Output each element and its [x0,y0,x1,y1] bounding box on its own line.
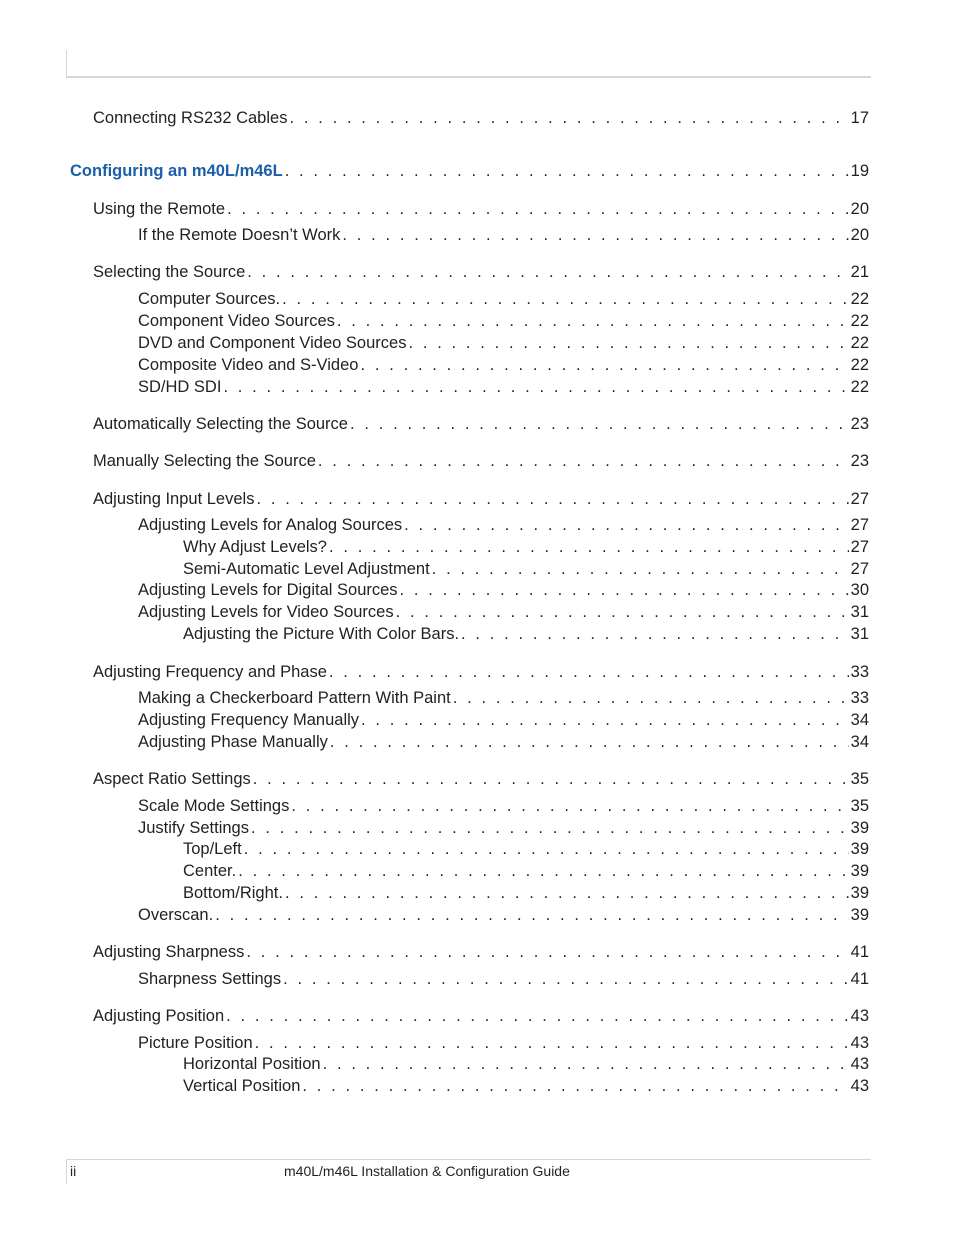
toc-entry-title: Adjusting Levels for Digital Sources [138,581,398,599]
toc-entry-page: 34 [850,711,869,729]
toc-entry[interactable] [183,860,869,882]
toc-entry-title: Justify Settings [138,819,249,837]
dot-leader [223,376,848,398]
toc-entry-title: Sharpness Settings [138,970,282,988]
toc-entry-page: 39 [850,840,869,858]
toc-entry-title: Adjusting Sharpness [93,943,245,961]
toc-entry[interactable] [138,288,869,310]
toc-entry[interactable] [138,731,869,753]
toc-entry-title: If the Remote Doesn’t Work [138,226,341,244]
dot-leader [215,904,848,926]
toc-entry-page: 27 [850,538,869,556]
toc-entry-title: Picture Position [138,1034,253,1052]
toc-chapter-entry[interactable] [70,160,869,182]
toc-entry-page: 27 [850,516,869,534]
toc-entry-title: Configuring an m40L/m46L [70,162,283,180]
toc-entry[interactable] [138,601,869,623]
dot-leader [360,354,848,376]
toc-entry[interactable] [138,904,869,926]
toc-entry-title: Overscan. [138,906,214,924]
dot-leader [282,288,848,310]
toc-entry-page: 31 [850,603,869,621]
dot-leader [337,310,849,332]
dot-leader [253,768,849,790]
toc-entry-title: Automatically Selecting the Source [93,415,348,433]
toc-entry[interactable] [183,1053,869,1075]
toc-entry-page: 34 [850,733,869,751]
toc-entry[interactable] [93,107,869,129]
toc-entry-page: 43 [850,1055,869,1073]
toc-entry[interactable] [183,558,869,580]
toc-entry-page: 23 [850,415,869,433]
toc-entry-title: Adjusting Input Levels [93,490,255,508]
toc-entry-page: 22 [850,290,869,308]
dot-leader [408,332,848,354]
toc-entry-title: Adjusting Phase Manually [138,733,328,751]
toc-entry[interactable] [138,376,869,398]
toc-entry[interactable] [183,623,869,645]
toc-entry-title: Composite Video and S-Video [138,356,359,374]
toc-entry-page: 19 [850,162,869,180]
toc-entry-title: Adjusting Levels for Analog Sources [138,516,403,534]
toc-entry-page: 39 [850,906,869,924]
toc-entry[interactable] [138,795,869,817]
toc-entry-page: 17 [850,109,869,127]
dot-leader [329,536,849,558]
toc-entry[interactable] [138,817,869,839]
toc-entry-page: 35 [850,797,869,815]
toc-entry[interactable] [183,1075,869,1097]
toc-entry-title: Center. [183,862,237,880]
footer-guide-title: m40L/m46L Installation & Configuration Guide [284,1163,570,1179]
toc-entry-page: 31 [850,625,869,643]
dot-leader [289,107,848,129]
dot-leader [255,1032,849,1054]
toc-entry-title: Making a Checkerboard Pattern With Paint [138,689,451,707]
toc-entry-page: 43 [850,1034,869,1052]
toc-entry[interactable] [138,354,869,376]
header-rule [66,76,871,78]
toc-entry[interactable] [138,579,869,601]
toc-entry[interactable] [93,768,869,790]
toc-entry-page: 43 [850,1007,869,1025]
toc-entry-page: 35 [850,770,869,788]
footer-page-number: ii [70,1163,77,1179]
toc-entry-title: Why Adjust Levels? [183,538,327,556]
dot-leader [396,601,849,623]
dot-leader [251,817,849,839]
footer-margin-rule [66,1159,67,1184]
toc-entry[interactable] [138,968,869,990]
dot-leader [350,413,849,435]
toc-entry[interactable] [138,1032,869,1054]
toc-entry-page: 23 [850,452,869,470]
toc-entry[interactable] [138,224,869,246]
toc-entry-title: Selecting the Source [93,263,246,281]
toc-entry-page: 22 [850,334,869,352]
dot-leader [285,160,849,182]
toc-entry-title: SD/HD SDI [138,378,222,396]
toc-entry-title: Aspect Ratio Settings [93,770,251,788]
toc-entry-title: Horizontal Position [183,1055,321,1073]
toc-entry[interactable] [93,261,869,283]
toc-entry[interactable] [93,661,869,683]
toc-entry-title: Using the Remote [93,200,226,218]
toc-entry[interactable] [183,882,869,904]
toc-entry-title: Connecting RS232 Cables [93,109,288,127]
dot-leader [323,1053,849,1075]
footer-rule [66,1159,871,1160]
toc-entry-title: Manually Selecting the Source [93,452,316,470]
toc-entry-page: 22 [850,312,869,330]
toc-entry-page: 41 [850,943,869,961]
toc-entry-page: 20 [850,200,869,218]
toc-entry-title: Component Video Sources [138,312,335,330]
toc-entry[interactable] [138,310,869,332]
dot-leader [342,224,848,246]
toc-entry-page: 21 [850,263,869,281]
dot-leader [329,661,849,683]
dot-leader [283,968,849,990]
dot-leader [461,623,849,645]
toc-entry-title: Vertical Position [183,1077,301,1095]
toc-entry-title: Adjusting Levels for Video Sources [138,603,394,621]
toc-entry[interactable] [93,198,869,220]
dot-leader [432,558,849,580]
toc-entry-title: Adjusting Frequency Manually [138,711,360,729]
toc-entry[interactable] [138,709,869,731]
toc-entry-title: Bottom/Right. [183,884,283,902]
toc-entry-page: 22 [850,378,869,396]
toc-entry-title: Computer Sources. [138,290,281,308]
toc-entry-page: 39 [850,862,869,880]
toc-entry-page: 27 [850,560,869,578]
toc-entry[interactable] [183,536,869,558]
dot-leader [246,941,848,963]
toc-entry-title: Top/Left [183,840,242,858]
toc-entry[interactable] [93,941,869,963]
toc-entry-title: Adjusting Position [93,1007,225,1025]
toc-entry-title: DVD and Component Video Sources [138,334,407,352]
toc-entry-title: Scale Mode Settings [138,797,290,815]
dot-leader [227,198,849,220]
dot-leader [453,687,849,709]
dot-leader [226,1005,848,1027]
dot-leader [330,731,849,753]
dot-leader [244,838,849,860]
toc-entry-page: 33 [850,663,869,681]
toc-entry[interactable] [93,488,869,510]
toc-entry-page: 27 [850,490,869,508]
dot-leader [247,261,848,283]
dot-leader [318,450,849,472]
dot-leader [256,488,848,510]
toc-entry-page: 39 [850,884,869,902]
header-margin-rule [66,50,67,77]
toc-entry[interactable] [183,838,869,860]
dot-leader [361,709,849,731]
toc-entry-page: 20 [850,226,869,244]
toc-entry[interactable] [138,332,869,354]
toc-entry[interactable] [138,687,869,709]
dot-leader [291,795,848,817]
toc-entry-title: Semi-Automatic Level Adjustment [183,560,430,578]
toc-entry[interactable] [93,450,869,472]
dot-leader [400,579,849,601]
toc-entry-title: Adjusting the Picture With Color Bars. [183,625,460,643]
toc-entry-title: Adjusting Frequency and Phase [93,663,327,681]
toc-entry-page: 39 [850,819,869,837]
toc-entry-page: 41 [850,970,869,988]
dot-leader [285,882,849,904]
toc-entry[interactable] [138,514,869,536]
toc-entry[interactable] [93,413,869,435]
dot-leader [238,860,848,882]
dot-leader [404,514,848,536]
toc-entry[interactable] [93,1005,869,1027]
toc-entry-page: 22 [850,356,869,374]
toc-entry-page: 33 [850,689,869,707]
dot-leader [302,1075,848,1097]
toc-entry-page: 43 [850,1077,869,1095]
toc-entry-page: 30 [850,581,869,599]
